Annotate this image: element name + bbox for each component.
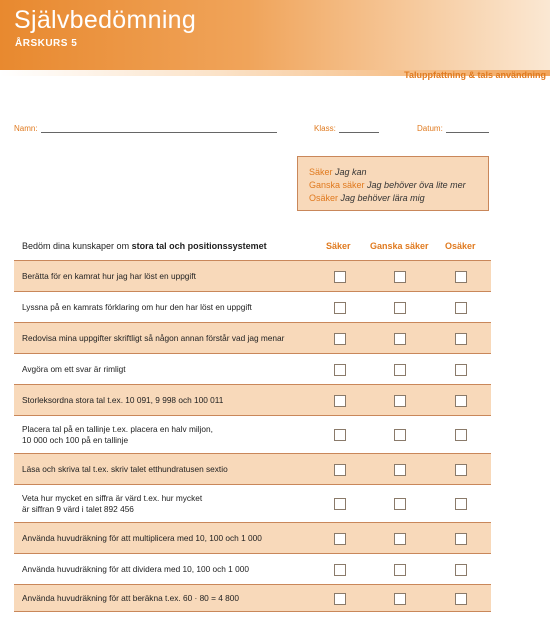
row-statement	[22, 333, 284, 344]
statement-line: Veta hur mycket en siffra är värd t.ex. hur mycket	[22, 493, 203, 503]
saker-checkbox[interactable]	[334, 464, 346, 476]
osaker-checkbox[interactable]	[455, 271, 467, 283]
osaker-checkbox[interactable]	[455, 464, 467, 476]
name-field[interactable]	[14, 123, 277, 133]
table-row	[14, 484, 491, 522]
saker-checkbox[interactable]	[334, 498, 346, 510]
date-label: Datum:	[417, 124, 443, 133]
table-row	[14, 553, 491, 584]
table-row	[14, 522, 491, 553]
osaker-checkbox[interactable]	[455, 429, 467, 441]
class-input-line[interactable]	[339, 123, 379, 133]
statement-line: Placera tal på en tallinje t.ex. placera en halv miljon,	[22, 424, 213, 434]
header-banner	[0, 0, 550, 70]
row-statement	[22, 271, 196, 282]
statement-line: Läsa och skriva tal t.ex. skriv talet etthundratusen sextio	[22, 464, 228, 474]
ganska-saker-checkbox[interactable]	[394, 593, 406, 605]
class-field[interactable]	[314, 123, 379, 133]
table-row	[14, 291, 491, 322]
saker-checkbox[interactable]	[334, 533, 346, 545]
osaker-checkbox[interactable]	[455, 302, 467, 314]
statement-line: Avgöra om ett svar är rimligt	[22, 364, 126, 374]
ganska-saker-checkbox[interactable]	[394, 564, 406, 576]
osaker-checkbox[interactable]	[455, 364, 467, 376]
saker-checkbox[interactable]	[334, 593, 346, 605]
statement-line: Lyssna på en kamrats förklaring om hur den har löst en uppgift	[22, 302, 252, 312]
grade-subtitle: ÅRSKURS 5	[15, 38, 78, 49]
table-row	[14, 584, 491, 611]
legend-key: Ganska säker	[309, 180, 365, 190]
ganska-saker-checkbox[interactable]	[394, 429, 406, 441]
legend-item	[309, 166, 488, 179]
saker-checkbox[interactable]	[334, 564, 346, 576]
row-statement	[22, 533, 262, 544]
osaker-checkbox[interactable]	[455, 333, 467, 345]
row-statement	[22, 424, 213, 446]
legend-key: Osäker	[309, 193, 339, 203]
row-statement	[22, 464, 228, 475]
row-statement	[22, 364, 126, 375]
class-label: Klass:	[314, 124, 336, 133]
row-statement	[22, 302, 252, 313]
legend-text: Jag behöver lära mig	[340, 193, 425, 203]
legend-text: Jag behöver öva lite mer	[367, 180, 466, 190]
legend-item	[309, 179, 488, 192]
saker-checkbox[interactable]	[334, 271, 346, 283]
name-input-line[interactable]	[41, 123, 277, 133]
row-statement	[22, 493, 202, 515]
table-row	[14, 322, 491, 353]
column-header-osaker: Osäker	[445, 241, 476, 251]
statement-line: Storleksordna stora tal t.ex. 10 091, 9 998 och 100 011	[22, 395, 224, 405]
osaker-checkbox[interactable]	[455, 593, 467, 605]
table-row	[14, 353, 491, 384]
row-statement	[22, 593, 239, 604]
statement-line: Använda huvudräkning för att beräkna t.ex. 60 · 80 = 4 800	[22, 593, 240, 603]
statement-line: 10 000 och 100 på en tallinje	[22, 435, 129, 445]
page-title: Självbedömning	[14, 6, 197, 34]
saker-checkbox[interactable]	[334, 302, 346, 314]
prompt-prefix: Bedöm dina kunskaper om	[22, 241, 132, 251]
column-header-saker: Säker	[326, 241, 351, 251]
saker-checkbox[interactable]	[334, 333, 346, 345]
table-bottom-border	[14, 611, 491, 612]
statement-line: Använda huvudräkning för att multiplicera med 10, 100 och 1 000	[22, 533, 262, 543]
ganska-saker-checkbox[interactable]	[394, 498, 406, 510]
table-row	[14, 453, 491, 484]
ganska-saker-checkbox[interactable]	[394, 271, 406, 283]
osaker-checkbox[interactable]	[455, 533, 467, 545]
ganska-saker-checkbox[interactable]	[394, 464, 406, 476]
statement-line: Berätta för en kamrat hur jag har löst en uppgift	[22, 271, 196, 281]
table-prompt	[22, 241, 267, 251]
osaker-checkbox[interactable]	[455, 395, 467, 407]
ganska-saker-checkbox[interactable]	[394, 333, 406, 345]
row-statement	[22, 564, 249, 575]
saker-checkbox[interactable]	[334, 429, 346, 441]
table-row	[14, 415, 491, 453]
osaker-checkbox[interactable]	[455, 498, 467, 510]
statement-line: Använda huvudräkning för att dividera med 10, 100 och 1 000	[22, 564, 249, 574]
date-field[interactable]	[417, 123, 489, 133]
prompt-topic: stora tal och positionssystemet	[131, 241, 267, 251]
osaker-checkbox[interactable]	[455, 564, 467, 576]
row-statement	[22, 395, 223, 406]
ganska-saker-checkbox[interactable]	[394, 364, 406, 376]
table-row	[14, 260, 491, 291]
section-title: Taluppfattning & tals användning	[404, 70, 546, 80]
saker-checkbox[interactable]	[334, 395, 346, 407]
ganska-saker-checkbox[interactable]	[394, 395, 406, 407]
name-label: Namn:	[14, 124, 38, 133]
date-input-line[interactable]	[446, 123, 489, 133]
legend-text: Jag kan	[335, 167, 367, 177]
ganska-saker-checkbox[interactable]	[394, 533, 406, 545]
legend-box	[297, 156, 489, 211]
legend-item	[309, 192, 488, 205]
column-header-ganska-saker: Ganska säker	[370, 241, 429, 251]
saker-checkbox[interactable]	[334, 364, 346, 376]
statement-line: Redovisa mina uppgifter skriftligt så någon annan förstår vad jag menar	[22, 333, 285, 343]
legend-key: Säker	[309, 167, 333, 177]
ganska-saker-checkbox[interactable]	[394, 302, 406, 314]
table-row	[14, 384, 491, 415]
statement-line: är siffran 9 värd i talet 892 456	[22, 504, 134, 514]
